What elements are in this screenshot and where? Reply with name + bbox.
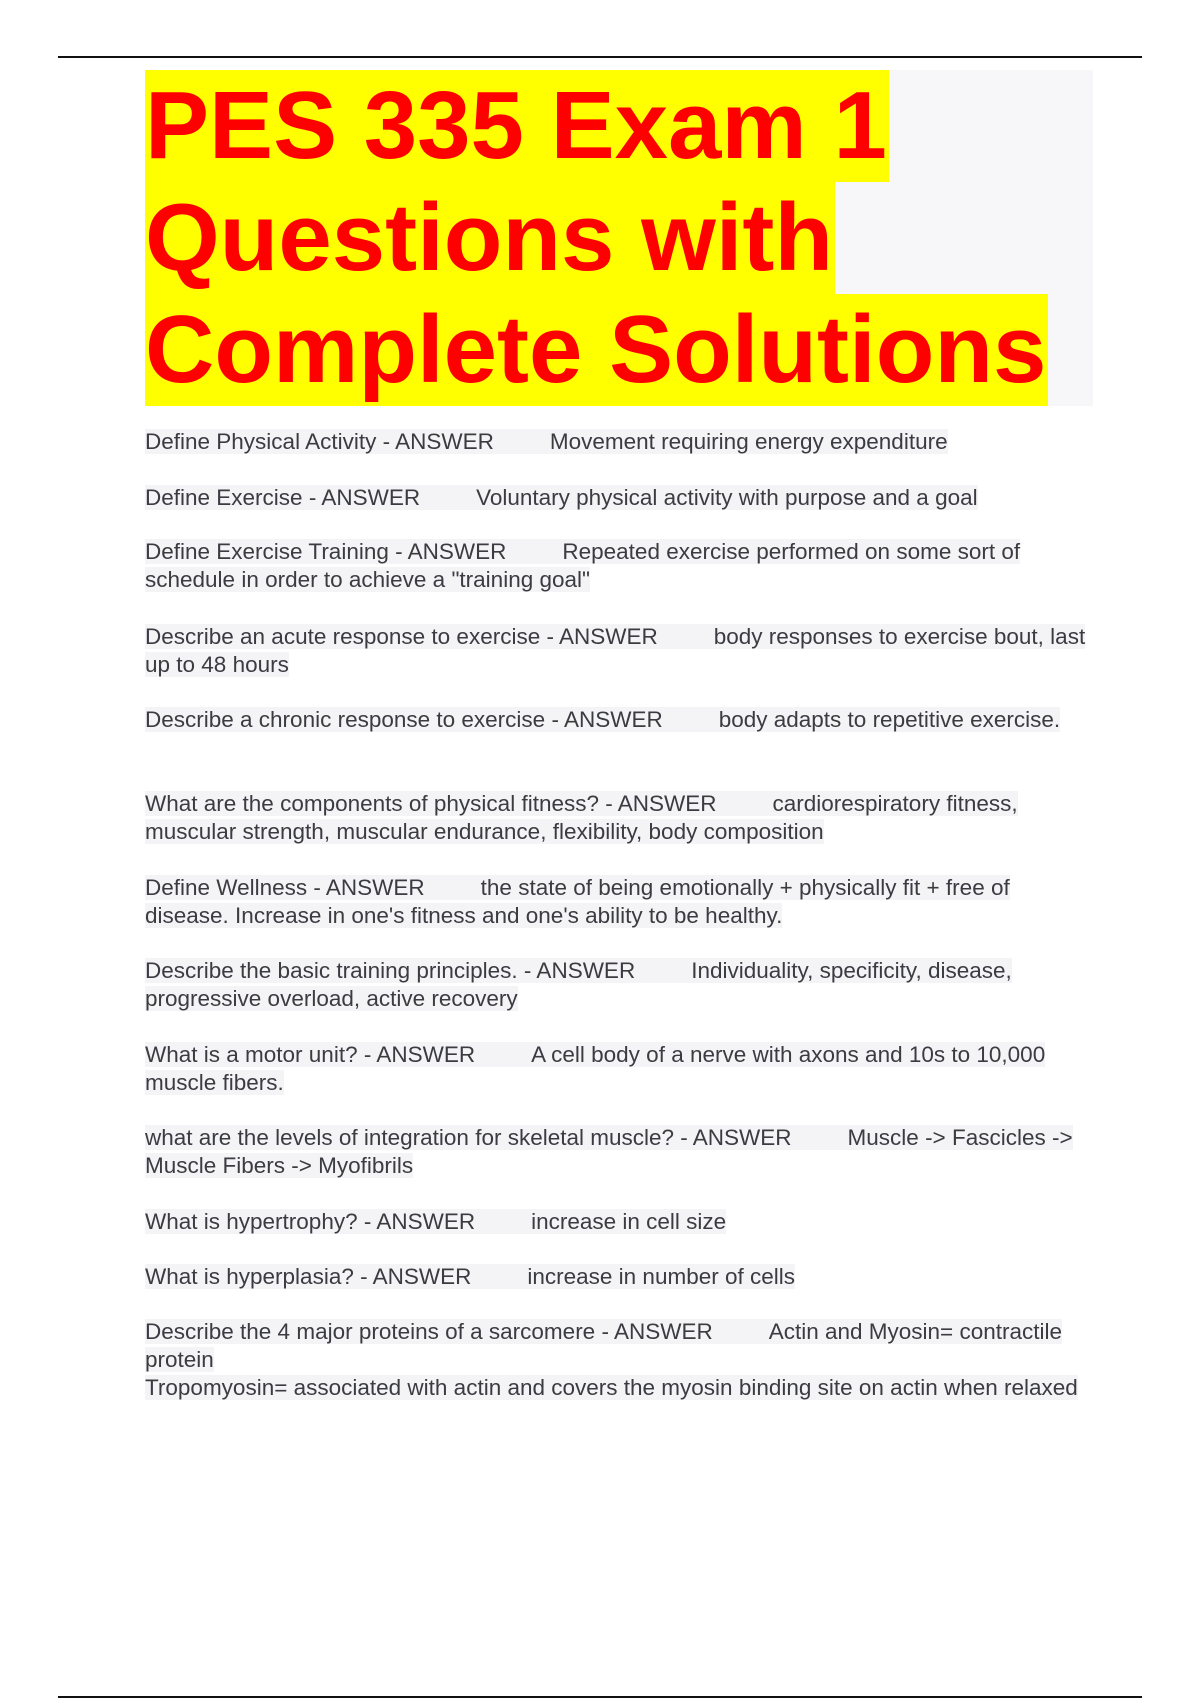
question-text: what are the levels of integration for skeletal muscle? - ANSWER xyxy=(145,1125,792,1150)
answer-continuation-text: Tropomyosin= associated with actin and covers the myosin binding site on actin when relaxed xyxy=(145,1375,1078,1400)
qa-item xyxy=(145,538,1095,594)
title-line-2: Questions with xyxy=(145,182,835,294)
qa-item xyxy=(145,1208,1095,1236)
qa-item xyxy=(145,706,1095,734)
answer-text: Repeated exercise performed on some sort of schedule in order to achieve a "training goal" xyxy=(145,539,1021,592)
answer-text: Actin and Myosin= contractile protein xyxy=(145,1319,1062,1372)
question-text: What is hyperplasia? - ANSWER xyxy=(145,1264,472,1289)
qa-item xyxy=(145,874,1095,930)
question-text: What are the components of physical fitness? - ANSWER xyxy=(145,791,717,816)
question-text: Define Physical Activity - ANSWER xyxy=(145,429,494,454)
qa-item xyxy=(145,428,1095,456)
qa-item xyxy=(145,1041,1095,1097)
answer-text: the state of being emotionally + physically fit + free of disease. Increase in one's fitness and one's ability to be healthy. xyxy=(145,875,1010,928)
answer-text: increase in cell size xyxy=(531,1209,727,1234)
answer-text: body responses to exercise bout, last up to 48 hours xyxy=(145,624,1086,677)
answer-text: Individuality, specificity, disease, progressive overload, active recovery xyxy=(145,958,1012,1011)
answer-text: body adapts to repetitive exercise. xyxy=(718,707,1061,732)
top-rule xyxy=(58,56,1142,58)
answer-text: A cell body of a nerve with axons and 10s to 10,000 muscle fibers. xyxy=(145,1042,1046,1095)
bottom-rule xyxy=(58,1696,1142,1698)
title-line-1: PES 335 Exam 1 xyxy=(145,70,889,182)
answer-text: Muscle -> Fascicles -> Muscle Fibers -> Myofibrils xyxy=(145,1125,1073,1178)
question-text: Describe an acute response to exercise - ANSWER xyxy=(145,624,658,649)
qa-item xyxy=(145,1318,1095,1402)
document-title xyxy=(145,70,1093,406)
qa-item xyxy=(145,1263,1095,1291)
qa-item xyxy=(145,484,1095,512)
answer-text: increase in number of cells xyxy=(527,1264,796,1289)
question-text: Describe a chronic response to exercise - ANSWER xyxy=(145,707,663,732)
answer-text: Movement requiring energy expenditure xyxy=(549,429,948,454)
title-line-3: Complete Solutions xyxy=(145,294,1048,406)
answer-text: Voluntary physical activity with purpose and a goal xyxy=(476,485,978,510)
qa-item xyxy=(145,1124,1095,1180)
qa-item xyxy=(145,790,1095,846)
question-text: What is a motor unit? - ANSWER xyxy=(145,1042,476,1067)
qa-item xyxy=(145,957,1095,1013)
answer-text: cardiorespiratory fitness, muscular strength, muscular endurance, flexibility, body composition xyxy=(145,791,1018,844)
question-text: Describe the basic training principles. - ANSWER xyxy=(145,958,636,983)
question-text: Define Wellness - ANSWER xyxy=(145,875,425,900)
question-text: Define Exercise - ANSWER xyxy=(145,485,421,510)
qa-item xyxy=(145,623,1095,679)
question-text: What is hypertrophy? - ANSWER xyxy=(145,1209,476,1234)
question-text: Define Exercise Training - ANSWER xyxy=(145,539,507,564)
question-text: Describe the 4 major proteins of a sarcomere - ANSWER xyxy=(145,1319,713,1344)
